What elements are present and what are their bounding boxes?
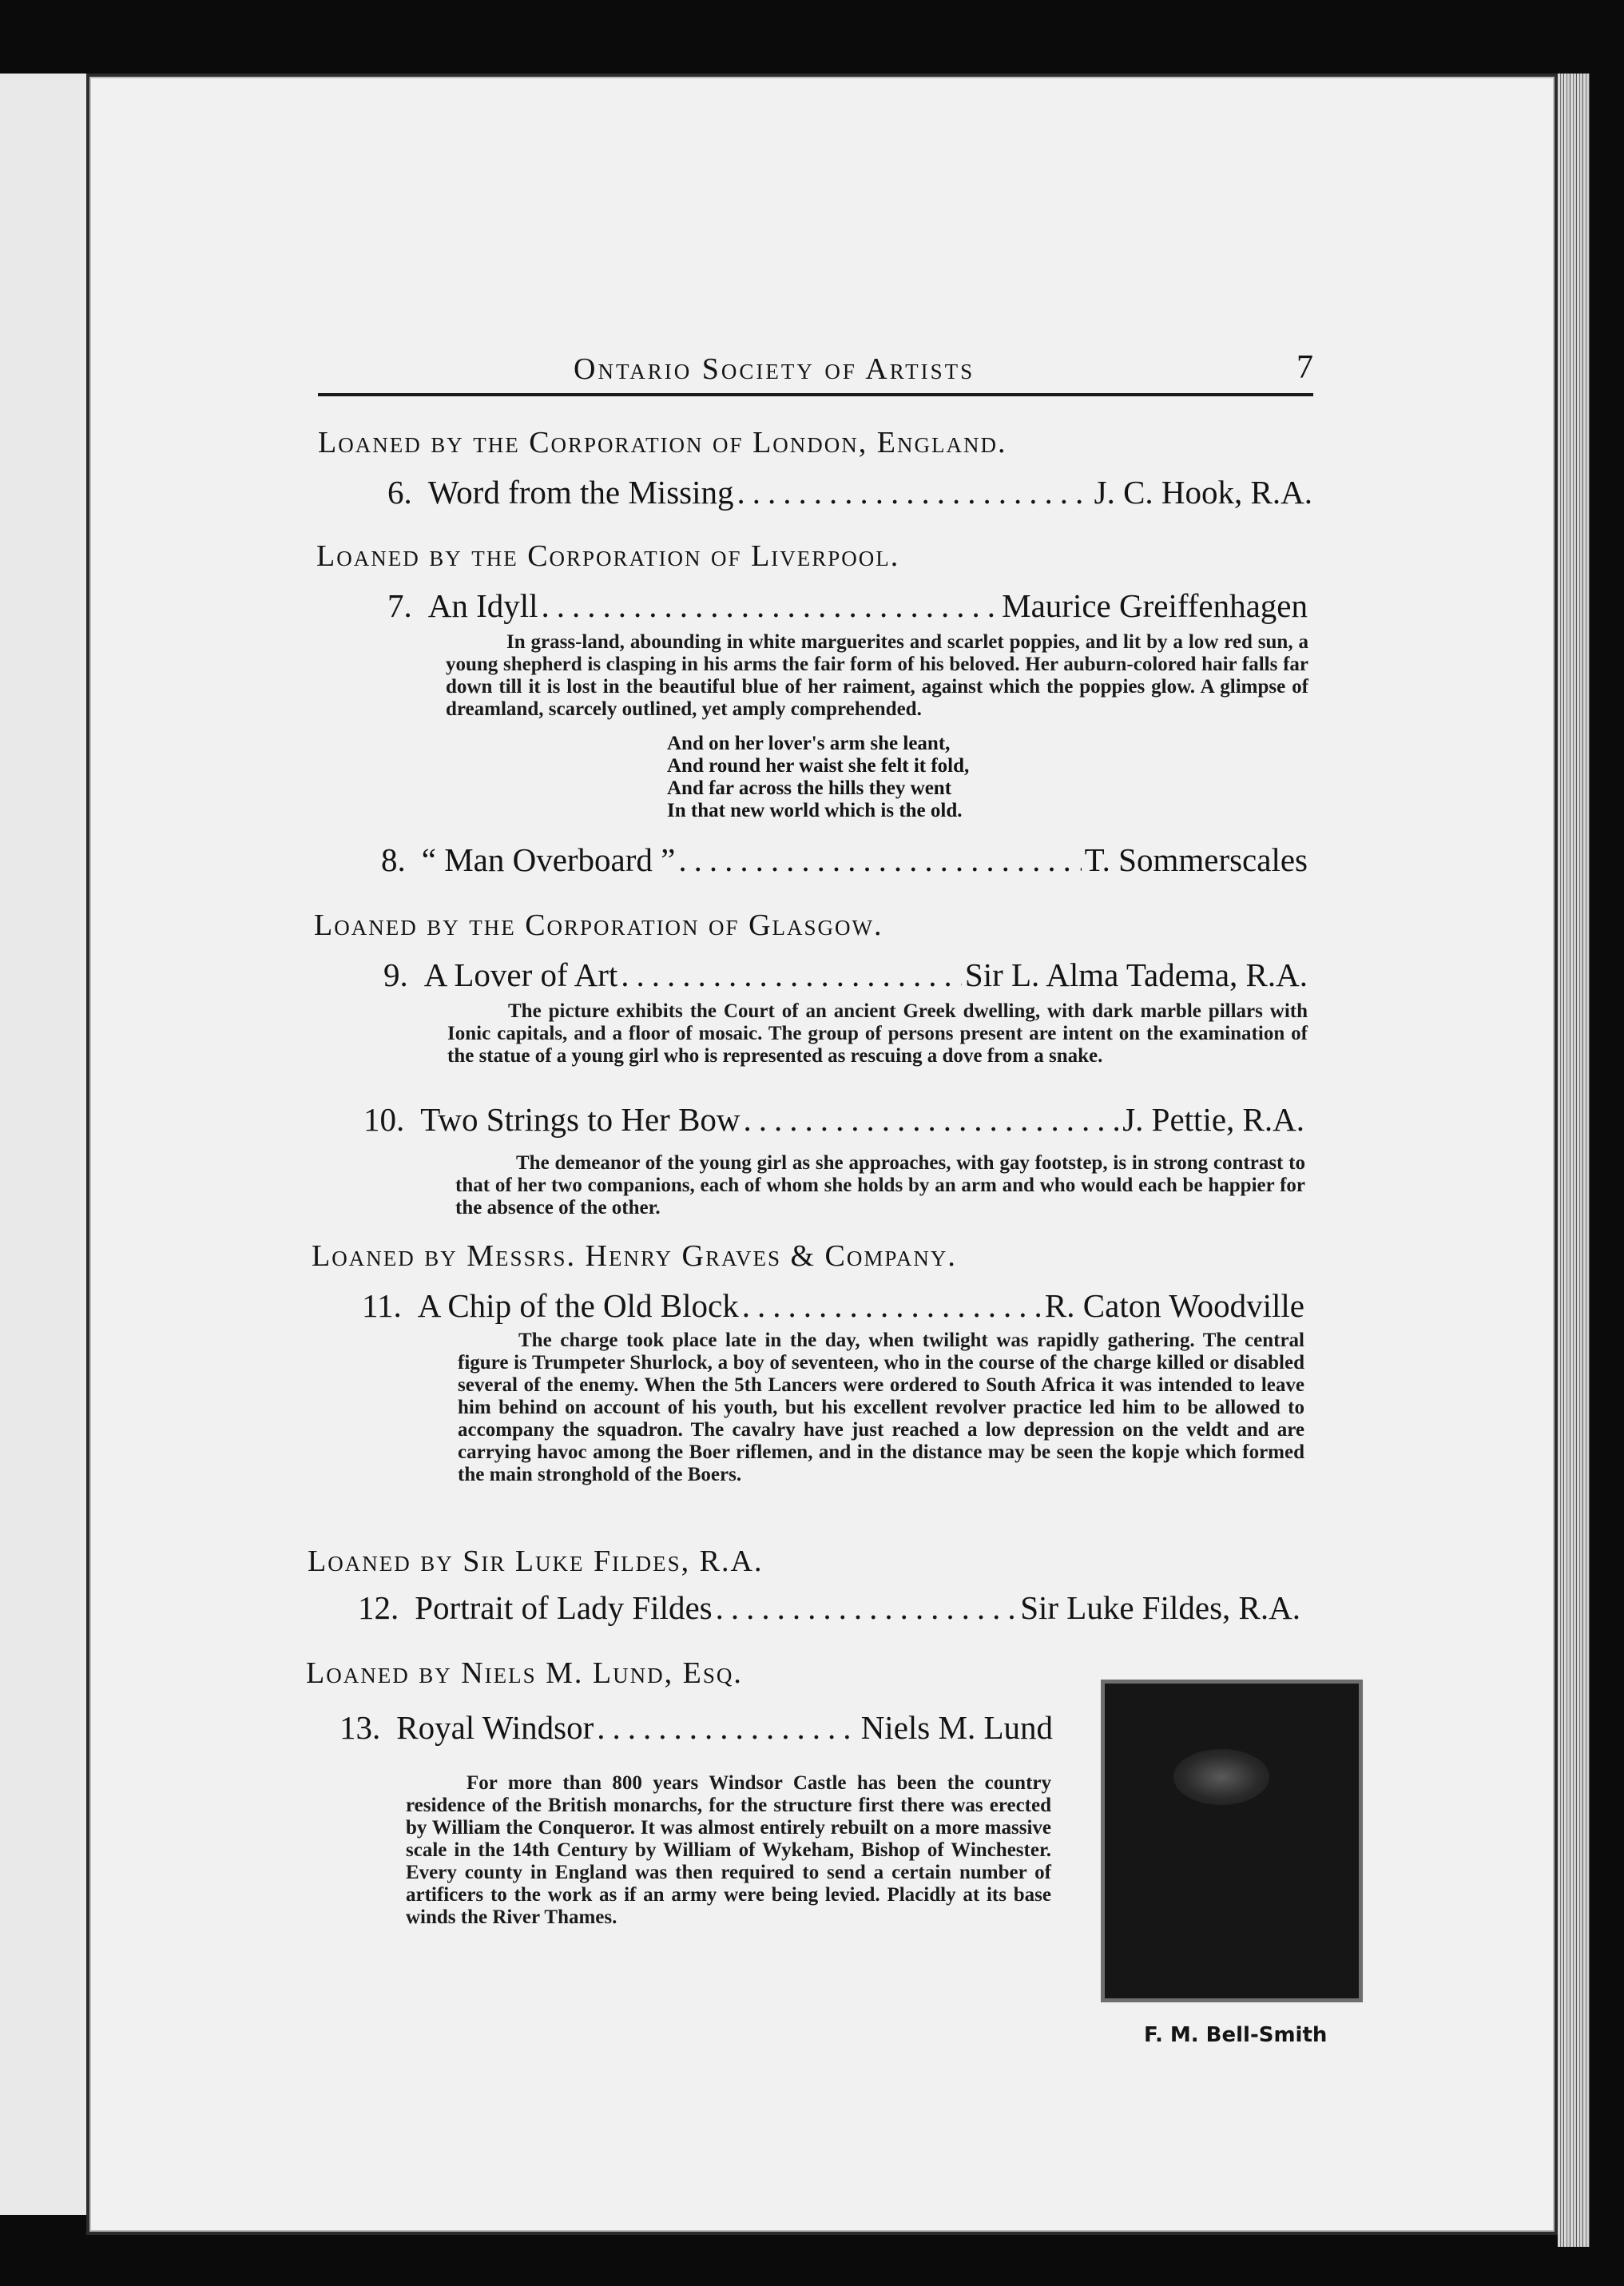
- entry-number: 12.: [358, 1589, 399, 1626]
- entry-artist: Sir L. Alma Tadema, R.A.: [964, 956, 1308, 993]
- entry-title: Two Strings to Her Bow: [420, 1101, 741, 1138]
- running-header: [318, 345, 1313, 396]
- painting-highlight: [1173, 1749, 1269, 1805]
- entry-title: A Lover of Art: [423, 956, 618, 993]
- entry-artist: J. C. Hook, R.A.: [1094, 474, 1312, 511]
- lender-heading: Loaned by Sir Luke Fildes, R.A.: [308, 1545, 764, 1578]
- catalogue-entry: [358, 1588, 1300, 1627]
- catalogue-entry: [339, 1708, 1053, 1747]
- entry-number: 8.: [381, 841, 406, 878]
- leader-dots: [742, 1286, 1042, 1325]
- entry-title: Word from the Missing: [427, 474, 734, 511]
- entry-artist: J. Pettie, R.A.: [1122, 1101, 1304, 1138]
- entry-number: 10.: [363, 1101, 405, 1138]
- running-title: Ontario Society of Artists: [574, 352, 975, 386]
- illustration-credit: F. M. Bell-Smith: [1144, 2023, 1328, 2047]
- entry-title: “ Man Overboard ”: [421, 841, 676, 878]
- leader-dots: [621, 956, 962, 994]
- entry-description: For more than 800 years Windsor Castle has been the country residence of the British monarchs, for the structure first there was erected by William the Conqueror. It was almost entirely rebuilt on a more massive scale in the 14th Century by William of Wykeham, Bishop of Winchester. Every county in England was then required to send a certain number of artificers to the work as if an army were being levied. Placidly at its base winds the River Thames.: [406, 1772, 1051, 1928]
- entry-artist: T. Sommerscales: [1084, 841, 1308, 878]
- entry-number: 11.: [362, 1287, 402, 1324]
- entry-description: In grass-land, abounding in white marguerites and scarlet poppies, and lit by a low red sun, a young shepherd is clasping in his arms the fair form of his beloved. Her auburn-colored hair falls far down till it is lost in the beautiful blue of her raiment, against which the poppies glow. A glimpse of dreamland, scarcely outlined, yet amply comprehended.: [446, 631, 1308, 720]
- entry-artist: Sir Luke Fildes, R.A.: [1020, 1589, 1300, 1626]
- leader-dots: [597, 1708, 857, 1747]
- lender-heading: Loaned by the Corporation of Liverpool.: [316, 539, 900, 573]
- entry-title: A Chip of the Old Block: [417, 1287, 739, 1324]
- entry-title: An Idyll: [427, 587, 538, 624]
- catalogue-entry: [387, 473, 1312, 511]
- lender-heading: Loaned by Messrs. Henry Graves & Company.: [312, 1239, 957, 1273]
- entry-artist: Maurice Greiffenhagen: [1002, 587, 1308, 624]
- catalogue-entry: [381, 841, 1308, 879]
- painting-illustration: [1101, 1680, 1363, 2002]
- verse-line: And round her waist she felt it fold,: [667, 755, 970, 777]
- leader-dots: [716, 1588, 1018, 1627]
- page-number: 7: [1296, 349, 1313, 386]
- entry-number: 7.: [387, 587, 412, 624]
- verse-line: And far across the hills they went: [667, 777, 952, 799]
- catalogue-entry: [362, 1286, 1304, 1325]
- entry-title: Portrait of Lady Fildes: [415, 1589, 713, 1626]
- entry-number: 9.: [383, 956, 408, 993]
- entry-description: The charge took place late in the day, when twilight was rapidly gathering. The central figure is Trumpeter Shurlock, a boy of seventeen, who in the course of the charge killed or disabled several of the enemy. When the 5th Lancers were ordered to South Africa it was intended to leave him behind on account of his youth, but his excellent revolver practice led him to be allowed to accompany the squadron. The cavalry have just reached a low depression on the veldt and are carrying havoc among the Boer riflemen, and in the distance may be seen the kopje which formed the main stronghold of the Boers.: [458, 1330, 1304, 1485]
- catalogue-entry: [363, 1100, 1304, 1139]
- leader-dots: [678, 841, 1081, 879]
- lender-heading: Loaned by the Corporation of Glasgow.: [314, 908, 883, 942]
- leader-dots: [542, 586, 999, 625]
- leader-dots: [744, 1100, 1120, 1139]
- verse-line: In that new world which is the old.: [667, 800, 963, 821]
- lender-heading: Loaned by Niels M. Lund, Esq.: [306, 1656, 743, 1690]
- entry-description: The demeanor of the young girl as she approaches, with gay footstep, is in strong contrast to that of her two companions, each of whom she holds by an arm and who would each be happier for the absence of the other.: [455, 1152, 1305, 1219]
- entry-title: Royal Windsor: [396, 1709, 594, 1746]
- lender-heading: Loaned by the Corporation of London, England.: [318, 426, 1007, 459]
- entry-artist: R. Caton Woodville: [1044, 1287, 1304, 1324]
- verse-quotation: [667, 733, 969, 822]
- entry-description: The picture exhibits the Court of an ancient Greek dwelling, with dark marble pillars with Ionic capitals, and a floor of mosaic. The group of persons present are intent on the examination of the statue of a young girl who is represented as rescuing a dove from a snake.: [447, 1000, 1308, 1067]
- entry-number: 6.: [387, 474, 412, 511]
- catalogue-entry: [383, 956, 1308, 994]
- catalogue-entry: [387, 586, 1308, 625]
- entry-number: 13.: [339, 1709, 381, 1746]
- entry-artist: Niels M. Lund: [860, 1709, 1053, 1746]
- verse-line: And on her lover's arm she leant,: [667, 733, 951, 754]
- leader-dots: [737, 473, 1091, 511]
